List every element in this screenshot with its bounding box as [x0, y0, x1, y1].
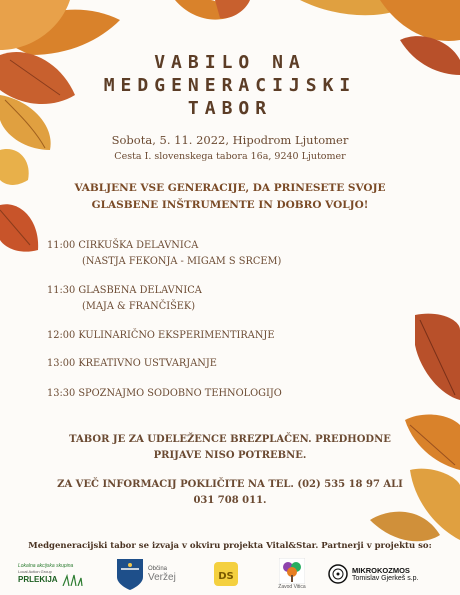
emblem-icon [212, 558, 240, 590]
program-item-1-sub: (NASTJA FEKONJA - MIGAM S SRCEM) [82, 256, 282, 267]
program-item-3: 12:00 KULINARIČNO EKSPERIMENTIRANJE [47, 330, 275, 341]
coat-of-arms-icon [115, 557, 145, 591]
program-item-5: 13:30 SPOZNAJMO SODOBNO TEHNOLOGIJO [47, 388, 282, 399]
title-line-3: TABOR [187, 98, 273, 119]
logo-obcina-verzej [148, 555, 188, 593]
prlekija-name: PRLEKIJA [18, 575, 58, 584]
program-item-1: 11:00 CIRKUŠKA DELAVNICA [47, 240, 199, 251]
svg-text:DS: DS [218, 571, 234, 582]
event-date-place: Sobota, 5. 11. 2022, Hipodrom Ljutomer [111, 133, 349, 147]
invitation-line-1: VABLJENE VSE GENERACIJE, DA PRINESETE SVOJE [74, 182, 386, 194]
tree-icon [279, 558, 305, 584]
logo-las-prlekija [18, 555, 98, 593]
contact-info [40, 477, 420, 509]
logo-mikrokozmos [328, 555, 448, 593]
mikrokozmos-name: MIKROKOZMOS [352, 566, 410, 575]
program-item-4: 13:00 KREATIVNO USTVARJANJE [47, 358, 217, 369]
partners-footer: Medgeneracijski tabor se izvaja v okviru projekta Vital&Star. Partnerji v projektu so: [28, 541, 432, 551]
mikrokozmos-person: Tomislav Gjerkeš s.p. [352, 575, 419, 582]
free-entry-notice [40, 432, 420, 464]
event-address: Cesta I. slovenskega tabora 16a, 9240 Ljutomer [114, 151, 346, 162]
program-item-2: 11:30 GLASBENA DELAVNICA [47, 285, 202, 296]
prlekija-line-2: Local Action Group [18, 568, 52, 574]
notice-line-1: TABOR JE ZA UDELEŽENCE BREZPLAČEN. PREDHODNE [69, 434, 391, 445]
vinyl-disc-icon [328, 564, 348, 584]
obcina-name: Veržej [148, 571, 176, 583]
title-line-2: MEDGENERACIJSKI [103, 75, 357, 96]
invitation-text [40, 180, 420, 214]
grass-icon [61, 574, 83, 586]
logo-ds-emblem [210, 555, 242, 593]
logo-zavod-vitica [272, 555, 312, 593]
notice-line-2: PRIJAVE NISO POTREBNE. [153, 450, 307, 461]
zavod-label: Zavod Vitica [278, 584, 306, 590]
obcina-label: Občina [148, 565, 168, 572]
program-item-2-sub: (MAJA & FRANČIŠEK) [82, 301, 196, 312]
logo-verzej-crest [114, 555, 146, 593]
title-line-1: VABILO NA [154, 52, 306, 73]
invitation-line-2: GLASBENE INŠTRUMENTE IN DOBRO VOLJO! [91, 199, 369, 211]
contact-line-1: ZA VEČ INFORMACIJ POKLIČITE NA TEL. (02) 535 18 97 ALI [57, 479, 403, 490]
prlekija-line-1: Lokalna akcijska skupina [18, 562, 74, 569]
contact-line-2: 031 708 011. [193, 495, 267, 506]
